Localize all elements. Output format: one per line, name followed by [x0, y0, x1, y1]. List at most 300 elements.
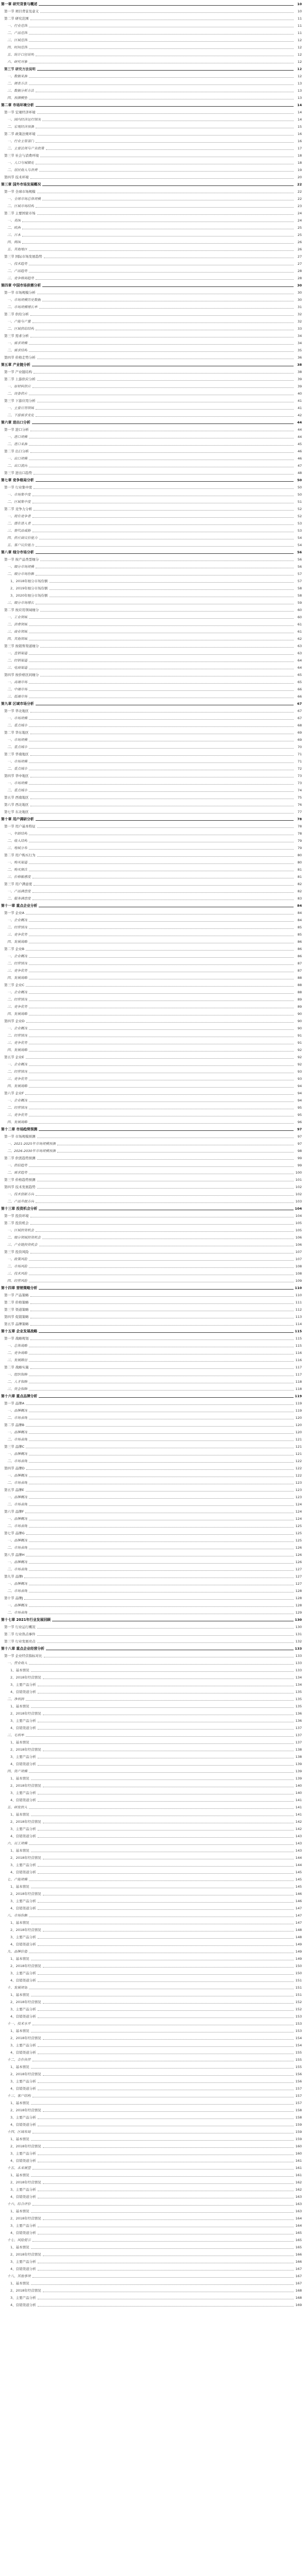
toc-entry-row[interactable]	[0, 2087, 307, 2094]
toc-entry-row[interactable]	[0, 514, 307, 521]
toc-entry-row[interactable]	[0, 9, 307, 16]
toc-entry-row[interactable]	[0, 608, 307, 615]
toc-entry-row[interactable]	[0, 2130, 307, 2137]
toc-entry-row[interactable]	[0, 536, 307, 543]
toc-entry-row[interactable]	[0, 565, 307, 572]
toc-entry-row[interactable]	[0, 947, 307, 954]
toc-entry-row[interactable]	[0, 767, 307, 774]
toc-entry-row[interactable]	[0, 1639, 307, 1647]
toc-entry-row[interactable]	[0, 2036, 307, 2043]
toc-entry-row[interactable]	[0, 2303, 307, 2310]
toc-entry-row[interactable]	[0, 918, 307, 925]
toc-entry-row[interactable]	[0, 2065, 307, 2072]
toc-entry-row[interactable]	[0, 1445, 307, 1452]
toc-entry-row[interactable]	[0, 312, 307, 319]
toc-entry-row[interactable]	[0, 1892, 307, 1899]
toc-entry-row[interactable]	[0, 2029, 307, 2036]
toc-entry-row[interactable]	[0, 1546, 307, 1553]
toc-entry-row[interactable]	[0, 615, 307, 622]
toc-entry-row[interactable]	[0, 2101, 307, 2108]
toc-entry-row[interactable]	[0, 2245, 307, 2252]
toc-entry-row[interactable]	[0, 399, 307, 406]
toc-entry-row[interactable]	[0, 2195, 307, 2202]
toc-entry-row[interactable]	[0, 464, 307, 471]
toc-entry-row[interactable]	[0, 1459, 307, 1466]
toc-entry-row[interactable]	[0, 471, 307, 478]
toc-entry-row[interactable]	[0, 969, 307, 976]
toc-entry-row[interactable]	[0, 110, 307, 117]
toc-entry-row[interactable]	[0, 1603, 307, 1611]
toc-entry-row[interactable]	[0, 543, 307, 550]
toc-entry-row[interactable]	[0, 298, 307, 305]
toc-entry-row[interactable]	[0, 1156, 307, 1163]
toc-entry-row[interactable]	[0, 997, 307, 1005]
toc-entry-row[interactable]	[0, 1495, 307, 1502]
toc-entry-row[interactable]	[0, 658, 307, 666]
toc-entry-row[interactable]	[0, 2238, 307, 2245]
toc-entry-row[interactable]	[0, 2209, 307, 2216]
toc-entry-row[interactable]	[0, 341, 307, 348]
toc-entry-row[interactable]	[0, 507, 307, 514]
toc-chapter-row[interactable]	[0, 702, 307, 709]
toc-entry-row[interactable]	[0, 2079, 307, 2087]
toc-entry-row[interactable]	[0, 586, 307, 594]
toc-chapter-row[interactable]	[0, 1127, 307, 1134]
toc-entry-row[interactable]	[0, 1596, 307, 1603]
toc-entry-row[interactable]	[0, 976, 307, 983]
toc-entry-row[interactable]	[0, 377, 307, 384]
toc-entry-row[interactable]	[0, 485, 307, 493]
toc-entry-row[interactable]	[0, 1942, 307, 1950]
toc-entry-row[interactable]	[0, 687, 307, 694]
toc-entry-row[interactable]	[0, 1279, 307, 1286]
toc-entry-row[interactable]	[0, 38, 307, 45]
toc-entry-row[interactable]	[0, 2202, 307, 2209]
toc-entry-row[interactable]	[0, 334, 307, 341]
toc-entry-row[interactable]	[0, 1041, 307, 1048]
toc-entry-row[interactable]	[0, 622, 307, 630]
toc-entry-row[interactable]	[0, 2180, 307, 2188]
toc-entry-row[interactable]	[0, 1430, 307, 1437]
toc-entry-row[interactable]	[0, 1401, 307, 1409]
toc-entry-row[interactable]	[0, 1611, 307, 1618]
toc-entry-row[interactable]	[0, 1870, 307, 1877]
toc-entry-row[interactable]	[0, 2166, 307, 2173]
toc-entry-row[interactable]	[0, 1899, 307, 1906]
toc-entry-row[interactable]	[0, 1978, 307, 1986]
toc-entry-row[interactable]	[0, 1077, 307, 1084]
toc-entry-row[interactable]	[0, 1358, 307, 1365]
toc-entry-row[interactable]	[0, 860, 307, 868]
toc-entry-row[interactable]	[0, 1228, 307, 1235]
toc-entry-row[interactable]	[0, 1149, 307, 1156]
toc-entry-row[interactable]	[0, 197, 307, 204]
toc-chapter-row[interactable]	[0, 2, 307, 9]
toc-entry-row[interactable]	[0, 1084, 307, 1091]
toc-entry-row[interactable]	[0, 1300, 307, 1308]
toc-entry-row[interactable]	[0, 572, 307, 579]
toc-entry-row[interactable]	[0, 832, 307, 839]
toc-entry-row[interactable]	[0, 89, 307, 96]
toc-entry-row[interactable]	[0, 1235, 307, 1243]
toc-entry-row[interactable]	[0, 694, 307, 702]
toc-entry-row[interactable]	[0, 940, 307, 947]
toc-entry-row[interactable]	[0, 1372, 307, 1380]
toc-entry-row[interactable]	[0, 1935, 307, 1942]
toc-chapter-row[interactable]	[0, 283, 307, 291]
toc-entry-row[interactable]	[0, 2274, 307, 2281]
toc-entry-row[interactable]	[0, 226, 307, 233]
toc-entry-row[interactable]	[0, 2007, 307, 2014]
toc-entry-row[interactable]	[0, 1315, 307, 1322]
toc-entry-row[interactable]	[0, 1582, 307, 1589]
toc-entry-row[interactable]	[0, 601, 307, 608]
toc-entry-row[interactable]	[0, 500, 307, 507]
toc-entry-row[interactable]	[0, 521, 307, 529]
toc-chapter-row[interactable]	[0, 182, 307, 190]
toc-entry-row[interactable]	[0, 1906, 307, 1913]
toc-entry-row[interactable]	[0, 1365, 307, 1372]
toc-entry-row[interactable]	[0, 1553, 307, 1560]
toc-entry-row[interactable]	[0, 1524, 307, 1531]
toc-entry-row[interactable]	[0, 637, 307, 644]
toc-entry-row[interactable]	[0, 2000, 307, 2007]
toc-entry-row[interactable]	[0, 1560, 307, 1567]
toc-entry-row[interactable]	[0, 269, 307, 276]
toc-entry-row[interactable]	[0, 1163, 307, 1171]
toc-entry-row[interactable]	[0, 1502, 307, 1510]
toc-entry-row[interactable]	[0, 2260, 307, 2267]
toc-entry-row[interactable]	[0, 1762, 307, 1769]
toc-entry-row[interactable]	[0, 1250, 307, 1257]
toc-entry-row[interactable]	[0, 853, 307, 860]
toc-entry-row[interactable]	[0, 1264, 307, 1272]
toc-entry-row[interactable]	[0, 810, 307, 817]
toc-entry-row[interactable]	[0, 889, 307, 896]
toc-entry-row[interactable]	[0, 161, 307, 168]
toc-entry-row[interactable]	[0, 911, 307, 918]
toc-entry-row[interactable]	[0, 824, 307, 832]
toc-entry-row[interactable]	[0, 1726, 307, 1733]
toc-entry-row[interactable]	[0, 125, 307, 132]
toc-entry-row[interactable]	[0, 882, 307, 889]
toc-entry-row[interactable]	[0, 2094, 307, 2101]
toc-entry-row[interactable]	[0, 139, 307, 146]
toc-entry-row[interactable]	[0, 262, 307, 269]
toc-entry-row[interactable]	[0, 255, 307, 262]
toc-entry-row[interactable]	[0, 2144, 307, 2151]
toc-entry-row[interactable]	[0, 723, 307, 731]
toc-chapter-row[interactable]	[0, 103, 307, 110]
toc-entry-row[interactable]	[0, 1921, 307, 1928]
toc-entry-row[interactable]	[0, 1488, 307, 1495]
toc-entry-row[interactable]	[0, 1481, 307, 1488]
toc-entry-row[interactable]	[0, 752, 307, 759]
toc-chapter-row[interactable]	[0, 1329, 307, 1336]
toc-entry-row[interactable]	[0, 2267, 307, 2274]
toc-entry-row[interactable]	[0, 31, 307, 38]
toc-entry-row[interactable]	[0, 990, 307, 997]
toc-entry-row[interactable]	[0, 1812, 307, 1820]
toc-entry-row[interactable]	[0, 1322, 307, 1329]
toc-entry-row[interactable]	[0, 2137, 307, 2144]
toc-entry-row[interactable]	[0, 96, 307, 103]
toc-entry-row[interactable]	[0, 1019, 307, 1026]
toc-entry-row[interactable]	[0, 1668, 307, 1675]
toc-chapter-row[interactable]	[0, 1647, 307, 1654]
toc-entry-row[interactable]	[0, 1452, 307, 1459]
toc-entry-row[interactable]	[0, 1755, 307, 1762]
toc-entry-row[interactable]	[0, 2115, 307, 2123]
toc-entry-row[interactable]	[0, 1070, 307, 1077]
toc-entry-row[interactable]	[0, 247, 307, 255]
toc-entry-row[interactable]	[0, 788, 307, 795]
toc-entry-row[interactable]	[0, 1589, 307, 1596]
toc-entry-row[interactable]	[0, 1106, 307, 1113]
toc-entry-row[interactable]	[0, 60, 307, 67]
toc-entry-row[interactable]	[0, 1957, 307, 1964]
toc-entry-row[interactable]	[0, 1704, 307, 1711]
toc-entry-row[interactable]	[0, 435, 307, 442]
toc-entry-row[interactable]	[0, 1192, 307, 1199]
toc-entry-row[interactable]	[0, 1834, 307, 1841]
toc-entry-row[interactable]	[0, 774, 307, 781]
toc-entry-row[interactable]	[0, 319, 307, 327]
toc-entry-row[interactable]	[0, 132, 307, 139]
toc-entry-row[interactable]	[0, 2159, 307, 2166]
toc-entry-row[interactable]	[0, 1877, 307, 1885]
toc-entry-row[interactable]	[0, 1950, 307, 1957]
toc-chapter-row[interactable]	[0, 817, 307, 824]
toc-entry-row[interactable]	[0, 745, 307, 752]
toc-entry-row[interactable]	[0, 2289, 307, 2296]
toc-chapter-row[interactable]	[0, 1618, 307, 1625]
toc-entry-row[interactable]	[0, 2231, 307, 2238]
toc-entry-row[interactable]	[0, 233, 307, 240]
toc-entry-row[interactable]	[0, 1690, 307, 1697]
toc-entry-row[interactable]	[0, 1574, 307, 1582]
toc-entry-row[interactable]	[0, 1805, 307, 1812]
toc-entry-row[interactable]	[0, 1272, 307, 1279]
toc-entry-row[interactable]	[0, 2173, 307, 2180]
toc-entry-row[interactable]	[0, 1134, 307, 1142]
toc-entry-row[interactable]	[0, 355, 307, 363]
toc-entry-row[interactable]	[0, 781, 307, 788]
toc-entry-row[interactable]	[0, 1380, 307, 1387]
toc-entry-row[interactable]	[0, 1098, 307, 1106]
toc-entry-row[interactable]	[0, 1120, 307, 1127]
toc-entry-row[interactable]	[0, 1026, 307, 1033]
toc-entry-row[interactable]	[0, 795, 307, 803]
toc-entry-row[interactable]	[0, 392, 307, 399]
toc-entry-row[interactable]	[0, 1531, 307, 1538]
toc-entry-row[interactable]	[0, 45, 307, 53]
toc-entry-row[interactable]	[0, 449, 307, 456]
toc-entry-row[interactable]	[0, 709, 307, 716]
toc-entry-row[interactable]	[0, 291, 307, 298]
toc-entry-row[interactable]	[0, 954, 307, 961]
toc-entry-row[interactable]	[0, 1863, 307, 1870]
toc-entry-row[interactable]	[0, 370, 307, 377]
toc-entry-row[interactable]	[0, 1012, 307, 1019]
toc-entry-row[interactable]	[0, 1113, 307, 1120]
toc-entry-row[interactable]	[0, 2072, 307, 2079]
toc-entry-row[interactable]	[0, 594, 307, 601]
toc-entry-row[interactable]	[0, 1798, 307, 1805]
toc-entry-row[interactable]	[0, 1221, 307, 1228]
toc-entry-row[interactable]	[0, 1517, 307, 1524]
toc-entry-row[interactable]	[0, 1913, 307, 1921]
toc-entry-row[interactable]	[0, 1351, 307, 1358]
toc-entry-row[interactable]	[0, 1033, 307, 1041]
toc-entry-row[interactable]	[0, 961, 307, 969]
toc-entry-row[interactable]	[0, 204, 307, 211]
toc-entry-row[interactable]	[0, 1971, 307, 1978]
toc-entry-row[interactable]	[0, 1142, 307, 1149]
toc-chapter-row[interactable]	[0, 904, 307, 911]
toc-entry-row[interactable]	[0, 1510, 307, 1517]
toc-entry-row[interactable]	[0, 1005, 307, 1012]
toc-entry-row[interactable]	[0, 680, 307, 687]
toc-entry-row[interactable]	[0, 1841, 307, 1849]
toc-entry-row[interactable]	[0, 493, 307, 500]
toc-entry-row[interactable]	[0, 16, 307, 24]
toc-entry-row[interactable]	[0, 1416, 307, 1423]
toc-entry-row[interactable]	[0, 630, 307, 637]
toc-entry-row[interactable]	[0, 731, 307, 738]
toc-entry-row[interactable]	[0, 1711, 307, 1719]
toc-entry-row[interactable]	[0, 868, 307, 875]
toc-entry-row[interactable]	[0, 1986, 307, 1993]
toc-entry-row[interactable]	[0, 579, 307, 586]
toc-entry-row[interactable]	[0, 81, 307, 89]
toc-entry-row[interactable]	[0, 1683, 307, 1690]
toc-chapter-row[interactable]	[0, 1286, 307, 1293]
toc-entry-row[interactable]	[0, 1178, 307, 1185]
toc-entry-row[interactable]	[0, 24, 307, 31]
toc-entry-row[interactable]	[0, 1748, 307, 1755]
toc-entry-row[interactable]	[0, 1466, 307, 1473]
toc-entry-row[interactable]	[0, 1776, 307, 1784]
toc-entry-row[interactable]	[0, 1654, 307, 1661]
toc-entry-row[interactable]	[0, 759, 307, 767]
toc-entry-row[interactable]	[0, 327, 307, 334]
toc-entry-row[interactable]	[0, 1062, 307, 1070]
toc-chapter-row[interactable]	[0, 420, 307, 428]
toc-chapter-row[interactable]	[0, 1207, 307, 1214]
toc-entry-row[interactable]	[0, 1423, 307, 1430]
toc-entry-row[interactable]	[0, 1928, 307, 1935]
toc-entry-row[interactable]	[0, 2188, 307, 2195]
toc-entry-row[interactable]	[0, 2123, 307, 2130]
toc-entry-row[interactable]	[0, 74, 307, 81]
toc-entry-row[interactable]	[0, 175, 307, 182]
toc-entry-row[interactable]	[0, 983, 307, 990]
toc-entry-row[interactable]	[0, 2022, 307, 2029]
toc-entry-row[interactable]	[0, 803, 307, 810]
toc-entry-row[interactable]	[0, 2108, 307, 2115]
toc-entry-row[interactable]	[0, 529, 307, 536]
toc-entry-row[interactable]	[0, 168, 307, 175]
toc-entry-row[interactable]	[0, 1784, 307, 1791]
toc-entry-row[interactable]	[0, 1856, 307, 1863]
toc-entry-row[interactable]	[0, 651, 307, 658]
toc-entry-row[interactable]	[0, 1567, 307, 1574]
toc-entry-row[interactable]	[0, 240, 307, 247]
toc-entry-row[interactable]	[0, 1293, 307, 1300]
toc-entry-row[interactable]	[0, 146, 307, 154]
toc-entry-row[interactable]	[0, 406, 307, 413]
toc-entry-row[interactable]	[0, 1661, 307, 1668]
toc-entry-row[interactable]	[0, 666, 307, 673]
toc-entry-row[interactable]	[0, 2252, 307, 2260]
toc-entry-row[interactable]	[0, 1827, 307, 1834]
toc-entry-row[interactable]	[0, 1697, 307, 1704]
toc-entry-row[interactable]	[0, 211, 307, 218]
toc-entry-row[interactable]	[0, 1171, 307, 1178]
toc-entry-row[interactable]	[0, 2058, 307, 2065]
toc-entry-row[interactable]	[0, 557, 307, 565]
toc-entry-row[interactable]	[0, 1091, 307, 1098]
toc-entry-row[interactable]	[0, 442, 307, 449]
toc-entry-row[interactable]	[0, 1409, 307, 1416]
toc-entry-row[interactable]	[0, 1473, 307, 1481]
toc-chapter-row[interactable]	[0, 1394, 307, 1401]
toc-entry-row[interactable]	[0, 1048, 307, 1055]
toc-entry-row[interactable]	[0, 896, 307, 904]
toc-entry-row[interactable]	[0, 2281, 307, 2289]
toc-entry-row[interactable]	[0, 1257, 307, 1264]
toc-entry-row[interactable]	[0, 2043, 307, 2050]
toc-entry-row[interactable]	[0, 1885, 307, 1892]
toc-entry-row[interactable]	[0, 67, 307, 74]
toc-entry-row[interactable]	[0, 925, 307, 933]
toc-entry-row[interactable]	[0, 1849, 307, 1856]
toc-entry-row[interactable]	[0, 1308, 307, 1315]
toc-entry-row[interactable]	[0, 2014, 307, 2022]
toc-entry-row[interactable]	[0, 1336, 307, 1344]
toc-entry-row[interactable]	[0, 1820, 307, 1827]
toc-entry-row[interactable]	[0, 218, 307, 226]
toc-entry-row[interactable]	[0, 276, 307, 283]
toc-entry-row[interactable]	[0, 1243, 307, 1250]
toc-entry-row[interactable]	[0, 846, 307, 853]
toc-entry-row[interactable]	[0, 1733, 307, 1740]
toc-entry-row[interactable]	[0, 305, 307, 312]
toc-entry-row[interactable]	[0, 1964, 307, 1971]
toc-entry-row[interactable]	[0, 875, 307, 882]
toc-entry-row[interactable]	[0, 1055, 307, 1062]
toc-entry-row[interactable]	[0, 154, 307, 161]
toc-entry-row[interactable]	[0, 933, 307, 940]
toc-entry-row[interactable]	[0, 2296, 307, 2303]
toc-entry-row[interactable]	[0, 1185, 307, 1192]
toc-chapter-row[interactable]	[0, 363, 307, 370]
toc-entry-row[interactable]	[0, 413, 307, 420]
toc-entry-row[interactable]	[0, 1632, 307, 1639]
toc-entry-row[interactable]	[0, 644, 307, 651]
toc-entry-row[interactable]	[0, 2050, 307, 2058]
toc-entry-row[interactable]	[0, 1719, 307, 1726]
toc-entry-row[interactable]	[0, 673, 307, 680]
toc-entry-row[interactable]	[0, 190, 307, 197]
toc-entry-row[interactable]	[0, 456, 307, 464]
toc-entry-row[interactable]	[0, 1538, 307, 1546]
toc-entry-row[interactable]	[0, 1791, 307, 1798]
toc-entry-row[interactable]	[0, 1740, 307, 1748]
toc-entry-row[interactable]	[0, 1214, 307, 1221]
toc-entry-row[interactable]	[0, 2224, 307, 2231]
